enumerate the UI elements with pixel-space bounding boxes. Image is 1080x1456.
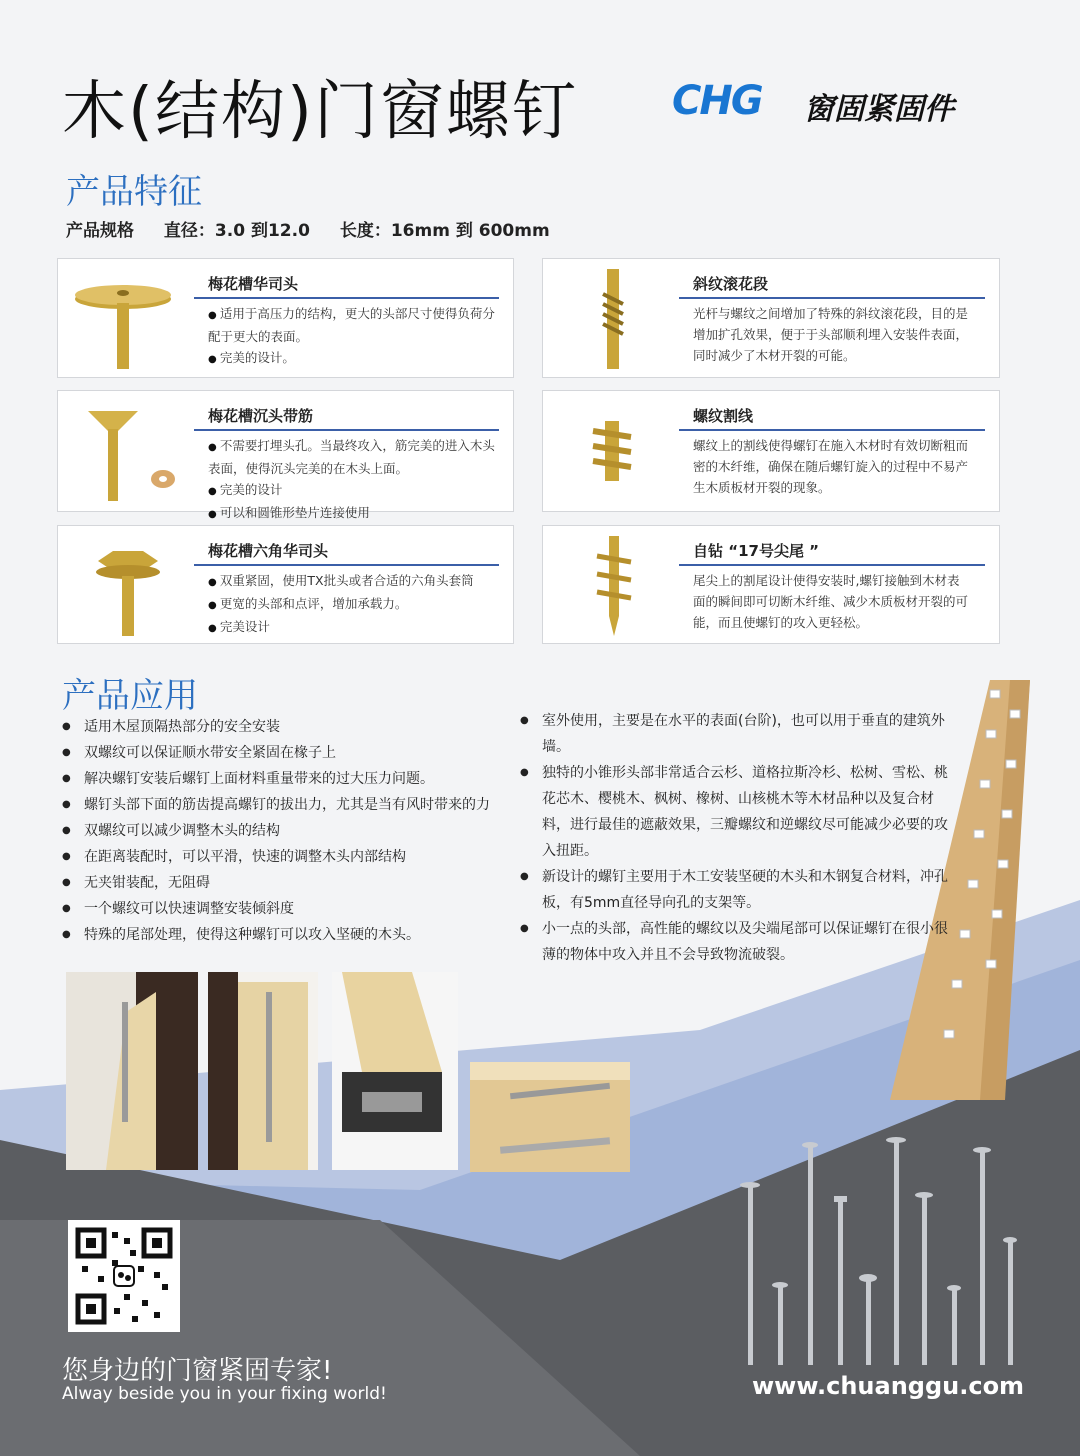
card-title: 梅花槽沉头带筋 bbox=[208, 407, 314, 425]
card-bullet: ● 可以和圆锥形垫片连接使用 bbox=[208, 502, 499, 525]
card-bullet: ● 完美的设计。 bbox=[208, 347, 499, 370]
feature-card-hex-washer bbox=[57, 525, 514, 644]
feature-card-washer-head bbox=[57, 258, 514, 378]
list-item: ● 独特的小锥形头部非常适合云杉、道格拉斯冷杉、松树、雪松、桃花芯木、樱桃木、枫树、橡树、山核桃木等木材品种以及复合材料，进行最佳的遮蔽效果，三瓣螺纹和逆螺纹尽可能减少必要的攻入扭距。 bbox=[520, 760, 956, 864]
card-rule bbox=[194, 429, 499, 431]
card-rule bbox=[194, 297, 499, 299]
card-bullets bbox=[208, 570, 499, 639]
profile-section-image bbox=[332, 972, 458, 1170]
list-item: ● 无夹钳装配，无阻碍 bbox=[62, 870, 514, 896]
slogan-chinese: 您身边的门窗紧固专家! bbox=[62, 1356, 333, 1386]
logo-mark: CHG bbox=[672, 78, 762, 124]
list-item: ● 特殊的尾部处理，使得这种螺钉可以攻入坚硬的木头。 bbox=[62, 922, 514, 948]
brand-logo bbox=[672, 78, 1012, 128]
screw-countersunk-image bbox=[68, 401, 188, 501]
list-item: ● 解决螺钉安装后螺钉上面材料重量带来的过大压力问题。 bbox=[62, 766, 514, 792]
card-rule bbox=[194, 564, 499, 566]
qr-code-icon bbox=[68, 1220, 180, 1332]
screw-washer-head-image bbox=[68, 269, 188, 369]
qr-code[interactable] bbox=[68, 1220, 180, 1332]
screw-hex-washer-image bbox=[68, 536, 188, 636]
application-photo bbox=[208, 972, 318, 1170]
screw-lineup-image bbox=[730, 1130, 1030, 1370]
list-item: ● 新设计的螺钉主要用于木工安装坚硬的木头和木钢复合材料，冲孔板，有5mm直径导向孔的支架等。 bbox=[520, 864, 956, 916]
list-item: ● 适用木屋顶隔热部分的安全安装 bbox=[62, 714, 514, 740]
card-rule bbox=[679, 297, 985, 299]
applications-right-list bbox=[520, 708, 956, 968]
card-bullet: ● 完美的设计 bbox=[208, 479, 499, 502]
page-title: 木(结构)门窗螺钉 bbox=[62, 75, 578, 149]
card-bullet: ● 不需要打埋头孔。当最终攻入，筋完美的进入木头表面，使得沉头完美的在木头上面。 bbox=[208, 435, 499, 479]
feature-card-knurl bbox=[542, 258, 1000, 378]
list-item: ● 双螺纹可以减少调整木头的结构 bbox=[62, 818, 514, 844]
card-bullet: ● 完美设计 bbox=[208, 616, 499, 639]
feature-card-drill-tip bbox=[542, 525, 1000, 644]
screw-thread-cut-image bbox=[553, 401, 673, 501]
application-photo bbox=[66, 972, 198, 1170]
card-bullet: ● 双重紧固，使用TX批头或者合适的六角头套筒 bbox=[208, 570, 499, 593]
card-bullets bbox=[208, 303, 499, 370]
card-text: 尾尖上的割尾设计使得安装时,螺钉接触到木材表面的瞬间即可切断木纤维、减少木质板材开裂的可能，而且使螺钉的攻入更轻松。 bbox=[693, 573, 969, 630]
card-bullets bbox=[208, 435, 499, 525]
glued-wood-image bbox=[470, 1062, 630, 1172]
applications-left-list bbox=[62, 714, 514, 948]
logo-name: 窗固紧固件 bbox=[804, 92, 954, 127]
card-title: 梅花槽六角华司头 bbox=[208, 542, 329, 560]
spec-length: 长度：16mm 到 600mm bbox=[339, 221, 550, 241]
screw-drill-tip-image bbox=[553, 536, 673, 636]
card-bullet: ● 适用于高压力的结构，更大的头部尺寸使得负荷分配于更大的表面。 bbox=[208, 303, 499, 347]
list-item: ● 一个螺纹可以快速调整安装倾斜度 bbox=[62, 896, 514, 922]
wechat-icon bbox=[114, 1266, 134, 1286]
website-link[interactable]: www.chuanggu.com bbox=[752, 1372, 1025, 1400]
list-item: ● 螺钉头部下面的筋齿提高螺钉的拔出力，尤其是当有风时带来的力 bbox=[62, 792, 514, 818]
application-photo bbox=[470, 1062, 630, 1172]
feature-card-countersunk bbox=[57, 390, 514, 520]
card-bullet: ● 更宽的头部和点评，增加承载力。 bbox=[208, 593, 499, 616]
applications-heading: 产品应用 bbox=[62, 676, 198, 716]
card-title: 自钻 “17号尖尾 ” bbox=[693, 542, 820, 560]
card-text: 螺纹上的割线使得螺钉在施入木材时有效切断粗而密的木纤维，确保在随后螺钉旋入的过程中不易产生木质板材开裂的现象。 bbox=[693, 438, 969, 495]
wood-joint-image bbox=[66, 972, 198, 1170]
feature-card-thread-cut bbox=[542, 390, 1000, 512]
application-photo bbox=[332, 972, 458, 1170]
card-rule bbox=[679, 429, 985, 431]
list-item: ● 在距离装配时，可以平滑，快速的调整木头内部结构 bbox=[62, 844, 514, 870]
spec-label: 产品规格 bbox=[66, 221, 134, 241]
card-text: 光杆与螺纹之间增加了特殊的斜纹滚花段，目的是增加扩孔效果，便于于头部顺利埋入安装件表面，同时减少了木材开裂的可能。 bbox=[693, 306, 969, 363]
features-heading: 产品特征 bbox=[66, 172, 202, 212]
list-item: ● 室外使用，主要是在水平的表面(台阶)，也可以用于垂直的建筑外墙。 bbox=[520, 708, 956, 760]
list-item: ● 双螺纹可以保证顺水带安全紧固在椽子上 bbox=[62, 740, 514, 766]
window-frame-image bbox=[208, 972, 318, 1170]
spec-line bbox=[66, 216, 574, 241]
list-item: ● 小一点的头部，高性能的螺纹以及尖端尾部可以保证螺钉在很小很薄的物体中攻入并且不会导致物流破裂。 bbox=[520, 916, 956, 968]
card-title: 螺纹割线 bbox=[693, 407, 754, 425]
card-title: 斜纹滚花段 bbox=[693, 275, 769, 293]
spec-diameter: 直径：3.0 到12.0 bbox=[163, 221, 310, 241]
card-rule bbox=[679, 564, 985, 566]
screw-knurl-image bbox=[553, 269, 673, 369]
slogan-english: Alway beside you in your fixing world! bbox=[62, 1384, 387, 1404]
card-title: 梅花槽华司头 bbox=[208, 275, 299, 293]
